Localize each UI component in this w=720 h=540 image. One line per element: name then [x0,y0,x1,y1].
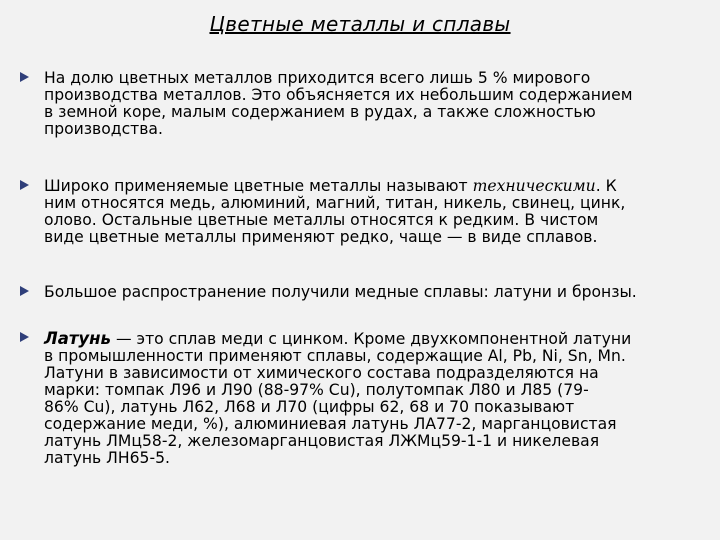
emphasis-technical: техническими [472,177,596,195]
text-run: . К [595,177,617,195]
bullet-text-1 [44,70,716,138]
slide-title: Цветные металлы и сплавы [209,12,511,36]
text-line: в земной коре, малым содержанием в рудах, а также сложностью [44,103,596,121]
triangle-bullet-icon [20,180,29,190]
text-line: На долю цветных металлов приходится всего лишь 5 % мирового [44,69,591,87]
bullet-text-2 [44,178,716,246]
text-line: 86% Cu), латунь Л62, Л68 и Л70 (цифры 62, 68 и 70 показывают [44,398,575,416]
text-line: виде цветные металлы применяют редко, чаще — в виде сплавов. [44,228,598,246]
text-line: Латуни в зависимости от химического состава подразделяются на [44,364,599,382]
bullet-text-3 [44,284,716,301]
text-line: латунь ЛН65-5. [44,449,170,467]
text-line: латунь ЛМц58-2, железомарганцовистая ЛЖМц59-1-1 и никелевая [44,432,600,450]
text-line: марки: томпак Л96 и Л90 (88-97% Cu), полутомпак Л80 и Л85 (79- [44,381,589,399]
text-line: производства. [44,120,163,138]
text-run: Широко применяемые цветные металлы называют [44,177,473,195]
text-line: ним относятся медь, алюминий, магний, титан, никель, свинец, цинк, [44,194,626,212]
triangle-bullet-icon [20,332,29,342]
text-line [44,178,716,195]
text-line: содержание меди, %), алюминиевая латунь ЛА77-2, марганцовистая [44,415,617,433]
emphasis-brass: Латунь [44,329,111,348]
triangle-bullet-icon [20,286,29,296]
text-line: олово. Остальные цветные металлы относятся к редким. В чистом [44,211,599,229]
text-line: в промышленности применяют сплавы, содержащие Al, Pb, Ni, Sn, Mn. [44,347,626,365]
triangle-bullet-icon [20,72,29,82]
text-line: Большое распространение получили медные сплавы: латуни и бронзы. [44,283,637,301]
bullet-text-4 [44,330,716,467]
text-run: — это сплав меди с цинком. Кроме двухкомпонентной латуни [111,330,632,348]
text-line: производства металлов. Это объясняется их небольшим содержанием [44,86,633,104]
text-line [44,330,716,348]
